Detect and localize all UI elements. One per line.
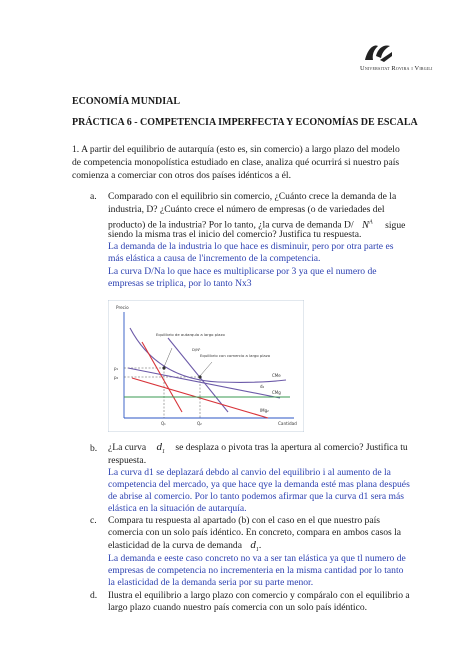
question-b-line-2: respuesta. — [108, 455, 147, 466]
question-d-line-1: Ilustra el equilibrio a largo plazo con comercio y compáralo con el equilibrio a — [108, 590, 410, 601]
dn-label: D/N¹ — [192, 347, 201, 352]
q2-label: Q₂ — [197, 421, 202, 426]
question-b-answer-line-3: de abrise al comercio. Por lo tanto podemos afirmar que la curva d1 sera más — [108, 491, 404, 502]
question-a-line-3a: producto) de la industria? Por lo tanto, ¿la curva de demanda D/ — [108, 219, 354, 231]
question-c-line-2: comercia con un solo país idéntico. En concreto, compara en ambos casos la — [108, 527, 402, 538]
p1-label: p₁ — [114, 366, 119, 371]
y-axis-label: Precio — [116, 305, 129, 310]
question-c-marker: c. — [90, 515, 97, 526]
intro-line-3: comienza a comerciar con otros dos países idénticos a él. — [72, 170, 291, 181]
q1-label: Q₁ — [161, 421, 166, 426]
question-d-line-2: largo plazo cuando nuestro país comercia con un solo país idéntico. — [108, 602, 368, 613]
trade-label: Equilibrio con comercio a largo plazo — [200, 353, 271, 358]
d2-label: d₂ — [260, 384, 265, 389]
img-label: IMg₂ — [260, 408, 269, 413]
question-a-answer-2-line-2: empresas se triplica, por lo tanto Nx3 — [108, 278, 252, 289]
d1-symbol: $d_1$ — [156, 441, 165, 456]
course-title: ECONOMÍA MUNDIAL — [72, 96, 181, 107]
question-a-answer-2-line-1: La curva D/Na lo que hace es multiplicarse por 3 ya que el numero de — [108, 266, 377, 277]
question-a-line-1: Comparado con el equilibrio sin comercio, ¿Cuánto crece la demanda de la — [108, 191, 397, 202]
question-a-marker: a. — [90, 191, 97, 202]
question-c-answer-line-3: la elasticidad de la demanda seria por su parte menor. — [108, 577, 314, 588]
question-a-answer-1-line-1: La demanda de la industria lo que hace es disminuir, pero por otra parte es — [108, 241, 394, 252]
question-b-line-1b: se desplaza o pivota tras la apertura al comercio? Justifica tu — [175, 442, 408, 453]
question-c-line-3b: . — [258, 540, 262, 551]
cmg-label: CMg — [272, 390, 281, 395]
question-b-answer-line-1: La curva d1 se deplazará debdo al canvio del equilibrio i al aumento de la — [108, 467, 391, 478]
intro-line-1: 1. A partir del equilibrio de autarquía (esto es, sin comercio) a largo plazo del modelo — [72, 144, 400, 155]
question-b-line-1 — [108, 441, 408, 459]
intro-line-2: de competencia monopolística estudiado en clase, analiza qué ocurrirá si nuestro país — [72, 157, 400, 168]
figure-monopolistic-competition — [108, 300, 304, 432]
cme-label: CMe — [272, 373, 281, 378]
question-d-marker: d. — [90, 590, 98, 601]
question-b-answer-line-4: elástica en la situación de autarquía. — [108, 503, 247, 514]
na-symbol: $N^A$ — [362, 219, 373, 231]
question-c-answer-line-2: empresas de competencia no incrementeria en la misma cantidad por lo tanto — [108, 565, 404, 576]
question-b-marker: b. — [90, 443, 98, 454]
autarky-label: Equilibrio de autarquía a largo plazo — [156, 332, 225, 337]
university-name: Universitat Rovira i Virgili — [360, 65, 433, 72]
question-c-line-1: Compara tu respuesta al apartado (b) con el caso en el que nuestro país — [108, 515, 380, 526]
x-axis-label: Cantidad — [278, 421, 297, 426]
question-a-line-3b: sigue — [385, 219, 406, 231]
question-b-answer-line-2: competencia del mercado, ya que hace qye la demanda esté mas plana después — [108, 479, 410, 490]
question-a-answer-1-line-2: más elástica a causa de l'incremento de la competencia. — [108, 253, 321, 264]
question-c-line-3a: elasticidad de la curva de demanda — [108, 540, 242, 551]
practice-title: PRÁCTICA 6 - COMPETENCIA IMPERFECTA Y ECONOMÍAS DE ESCALA — [72, 117, 418, 128]
university-logo — [360, 42, 433, 74]
question-a-line-4: siendo la misma tras el inicio del comercio? Justifica tu respuesta. — [108, 229, 362, 240]
question-b-line-1a: ¿La curva — [108, 442, 147, 453]
university-logo-icon — [362, 42, 394, 64]
d1-symbol-c: $d_1$ — [250, 539, 259, 554]
question-c-answer-line-1: La demanda e eeste caso concreto no va a ser tan elástica ya que tl numero de — [108, 553, 406, 564]
p2-label: p₂ — [114, 375, 119, 380]
question-a-line-2: industria, D? ¿Cuánto crece el número de empresas (o de variedades del — [108, 204, 385, 215]
figure-svg — [108, 300, 304, 432]
